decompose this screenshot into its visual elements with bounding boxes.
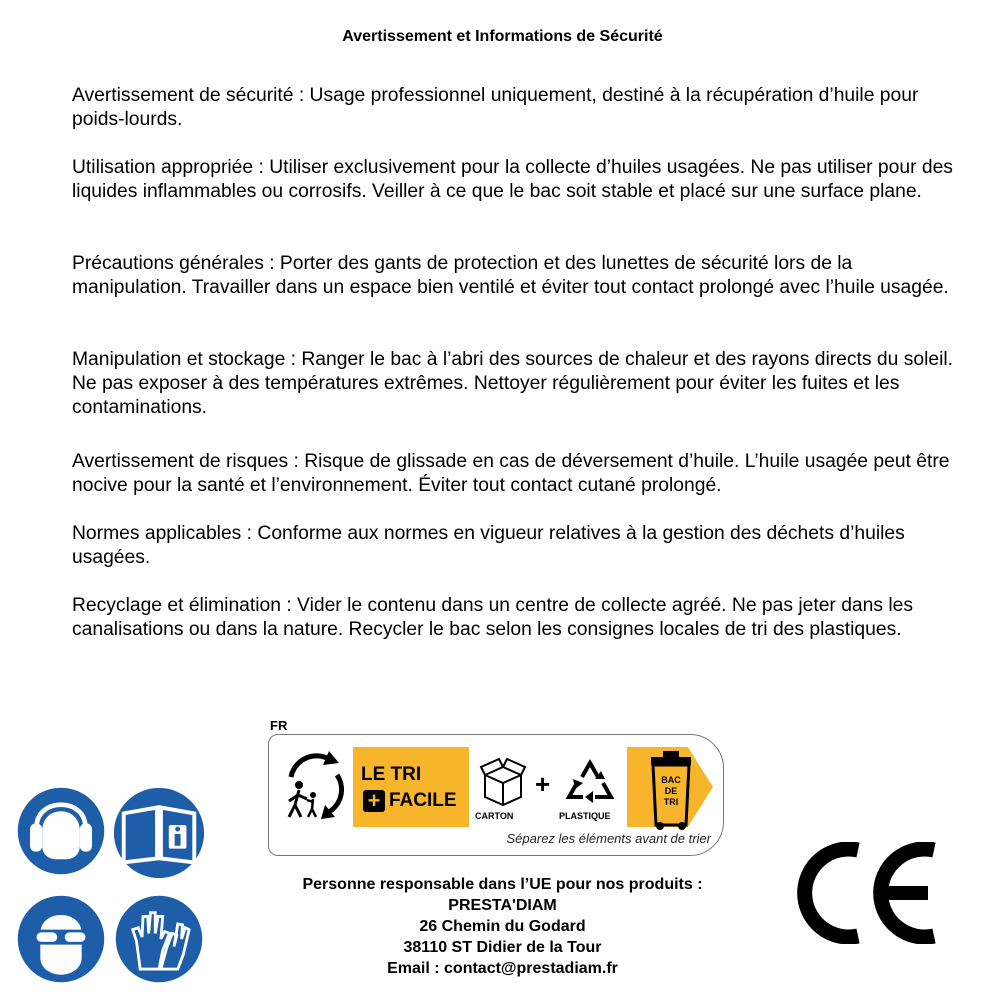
triman-plus-badge: +	[363, 790, 385, 812]
company-name: PRESTA'DIAM	[448, 897, 557, 914]
triman-country: FR	[270, 718, 288, 733]
triman-line1: LE TRI	[361, 764, 422, 785]
triman-box	[268, 734, 724, 856]
paragraph-standards: Normes applicables : Conforme aux normes en vigueur relatives à la gestion des déchets d’huiles usagées.	[72, 523, 905, 568]
responsible-person-heading: Personne responsable dans l’UE pour nos produits :	[302, 876, 703, 893]
read-manual-icon	[110, 784, 208, 882]
paragraph-handling-storage: Manipulation et stockage : Ranger le bac à l’abri des sources de chaleur et des rayons directs du soleil. Ne pas exposer à des températures extrêmes. Nettoyer régulièrement pour éviter les fuites et les contaminations.	[72, 349, 953, 418]
paragraph-general-precautions: Précautions générales : Porter des gants de protection et des lunettes de sécurité lors de la manipulation. Travailler dans un espace bien ventilé et éviter tout contact prolongé avec l’huile usagée.	[72, 253, 949, 298]
bin-label-line2: DE	[664, 786, 678, 796]
document-title: Avertissement et Informations de Sécurité	[342, 28, 663, 45]
triman-icon	[277, 747, 349, 827]
paragraph-safety-warning: Avertissement de sécurité : Usage professionnel uniquement, destiné à la récupération d’huile pour poids-lourds.	[72, 85, 919, 130]
triman-plus-sign: +	[535, 769, 551, 799]
bin-label-line3: TRI	[663, 797, 679, 807]
paragraph-recycling: Recyclage et élimination : Vider le contenu dans un centre de collecte agréé. Ne pas jeter dans les canalisations ou dans la nature. Recycler le bac selon les consignes locales de tri des plastiques.	[72, 595, 914, 640]
paragraph-risk-warning: Avertissement de risques : Risque de glissade en cas de déversement d’huile. L’huile usagée peut être nocive pour la santé et l’environnement. Éviter tout contact cutané prolongé.	[72, 451, 950, 496]
bin-label	[655, 775, 687, 811]
triman-tagline: Séparez les éléments avant de trier	[506, 831, 711, 846]
recycle-icon	[565, 757, 615, 807]
paragraph-proper-use: Utilisation appropriée : Utiliser exclusivement pour la collecte d’huiles usagées. Ne pas utiliser pour des liquides inflammables ou corrosifs. Veiller à ce que le bac soit stable et placé sur une surface plane.	[72, 157, 953, 202]
contact-email: Email : contact@prestadiam.fr	[387, 960, 618, 977]
street-address: 26 Chemin du Godard	[419, 918, 586, 935]
responsible-person-block	[0, 874, 1005, 979]
city-address: 38110 ST Didier de la Tour	[403, 939, 602, 956]
bin-label-line1: BAC	[661, 775, 681, 785]
carton-label: CARTON	[475, 811, 514, 821]
triman-line2: FACILE	[389, 790, 457, 811]
carton-box-icon	[479, 757, 527, 807]
triman-label	[266, 716, 728, 864]
plastique-label: PLASTIQUE	[559, 811, 611, 821]
ear-protection-icon	[14, 784, 108, 878]
